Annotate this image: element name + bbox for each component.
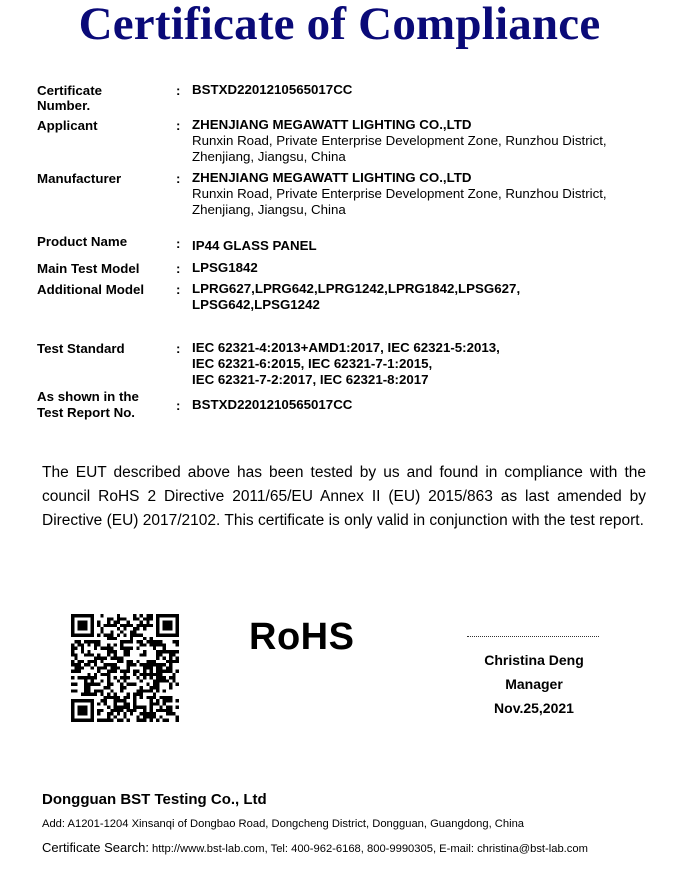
label-line: Certificate [37,83,103,98]
certificate-title: Certificate of Compliance [78,0,601,50]
certificate-number-value [192,82,352,98]
manufacturer-value [192,170,607,218]
colon: : [176,261,181,276]
additional-model-value [192,281,520,313]
value-line: LPRG627,LPRG642,LPRG1242,LPRG1842,LPSG627, [192,281,521,296]
test-report-label [37,389,139,421]
colon: : [176,341,181,356]
additional-model-label: Additional Model [37,282,145,297]
value-line: IEC 62321-4:2013+AMD1:2017, IEC 62321-5:2013, [192,340,500,355]
colon: : [176,118,181,133]
label-line: As shown in the [37,389,139,404]
signature-line [467,636,599,637]
signature-date: Nov.25,2021 [494,700,574,716]
applicant-name: ZHENJIANG MEGAWATT LIGHTING CO.,LTD [192,117,472,132]
applicant-value [192,117,607,165]
applicant-label: Applicant [37,118,98,133]
signatory-name: Christina Deng [484,652,584,668]
colon: : [176,171,181,186]
certificate-number-label [37,83,102,113]
colon: : [176,282,181,297]
manufacturer-label: Manufacturer [37,171,122,186]
main-test-model-value [192,260,258,276]
value-text: IP44 GLASS PANEL [192,238,317,253]
colon: : [176,83,181,98]
certificate-search [42,840,588,857]
rohs-logo: RoHS [249,616,355,658]
applicant-address-line: Runxin Road, Private Enterprise Development Zone, Runzhou District, [192,133,607,148]
main-test-model-label: Main Test Model [37,261,140,276]
product-name-value [192,238,317,254]
colon: : [176,398,181,413]
certificate-search-details: http://www.bst-lab.com, Tel: 400-962-6168, 800-9990305, E-mail: christina@bst-lab.com [152,843,588,855]
product-name-label: Product Name [37,234,128,249]
manufacturer-name: ZHENJIANG MEGAWATT LIGHTING CO.,LTD [192,170,472,185]
value-text: BSTXD2201210565017CC [192,82,353,97]
value-line: LPSG642,LPSG1242 [192,297,320,312]
issuer-company: Dongguan BST Testing Co., Ltd [42,791,267,808]
issuer-address: Add: A1201-1204 Xinsanqi of Dongbao Road, Dongcheng District, Dongguan, Guangdong, China [42,818,525,830]
manufacturer-address-line: Zhenjiang, Jiangsu, China [192,202,346,217]
test-standard-label: Test Standard [37,341,125,356]
value-line: IEC 62321-6:2015, IEC 62321-7-1:2015, [192,356,433,371]
certificate-search-label: Certificate Search: [42,840,149,855]
value-text: BSTXD2201210565017CC [192,397,353,412]
qr-code-icon [71,614,179,722]
value-line: IEC 62321-7-2:2017, IEC 62321-8:2017 [192,372,429,387]
test-report-value [192,397,352,413]
manufacturer-address-line: Runxin Road, Private Enterprise Development Zone, Runzhou District, [192,186,607,201]
label-line: Number. [37,98,91,113]
colon: : [176,236,181,251]
test-standard-value [192,340,500,388]
signatory-position: Manager [505,676,563,692]
value-text: LPSG1842 [192,260,258,275]
label-line: Test Report No. [37,405,136,420]
compliance-statement: The EUT described above has been tested by us and found in compliance with the council RoHS 2 Directive 2011/65/EU Annex II (EU) 2015/863 as last amended by Directive (EU) 2017/2102. This certificate is only valid in conjunction with the test report. [42,464,646,529]
applicant-address-line: Zhenjiang, Jiangsu, China [192,149,346,164]
